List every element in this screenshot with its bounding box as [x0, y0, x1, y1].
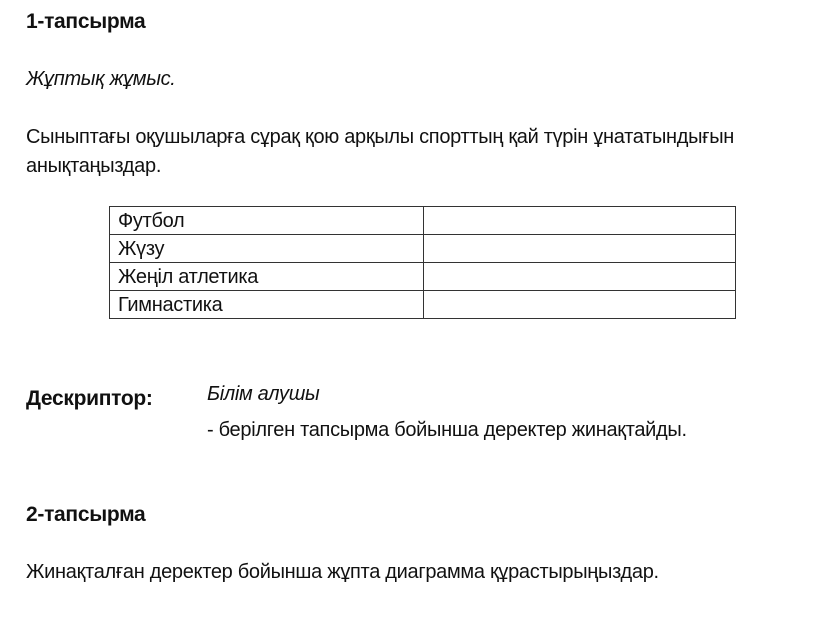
table-row — [110, 235, 736, 263]
task2-instruction: Жинақталған деректер бойынша жұпта диаграмма құрастырыңыздар. — [26, 561, 659, 583]
descriptor-label: Дескриптор: — [26, 387, 153, 410]
answer-cell[interactable] — [424, 207, 736, 235]
table-row — [110, 207, 736, 235]
sport-name-cell: Гимнастика — [110, 291, 424, 319]
sport-name-cell: Жүзу — [110, 235, 424, 263]
task2-heading: 2-тапсырма — [26, 503, 146, 526]
table-row — [110, 291, 736, 319]
work-type-label: Жұптық жұмыс. — [26, 68, 176, 90]
task1-heading: 1-тапсырма — [26, 10, 146, 33]
learner-label: Білім алушы — [207, 383, 320, 405]
sports-survey-table — [109, 206, 736, 319]
sport-name-cell: Жеңіл атлетика — [110, 263, 424, 291]
sport-name-cell: Футбол — [110, 207, 424, 235]
task1-instruction-line1: Сыныптағы оқушыларға сұрақ қою арқылы спорттың қай түрін ұнататындығын — [26, 126, 735, 148]
descriptor-item: - берілген тапсырма бойынша деректер жинақтайды. — [207, 419, 687, 441]
task1-instruction-line2: анықтаңыздар. — [26, 155, 162, 177]
answer-cell[interactable] — [424, 291, 736, 319]
answer-cell[interactable] — [424, 263, 736, 291]
table-row — [110, 263, 736, 291]
answer-cell[interactable] — [424, 235, 736, 263]
